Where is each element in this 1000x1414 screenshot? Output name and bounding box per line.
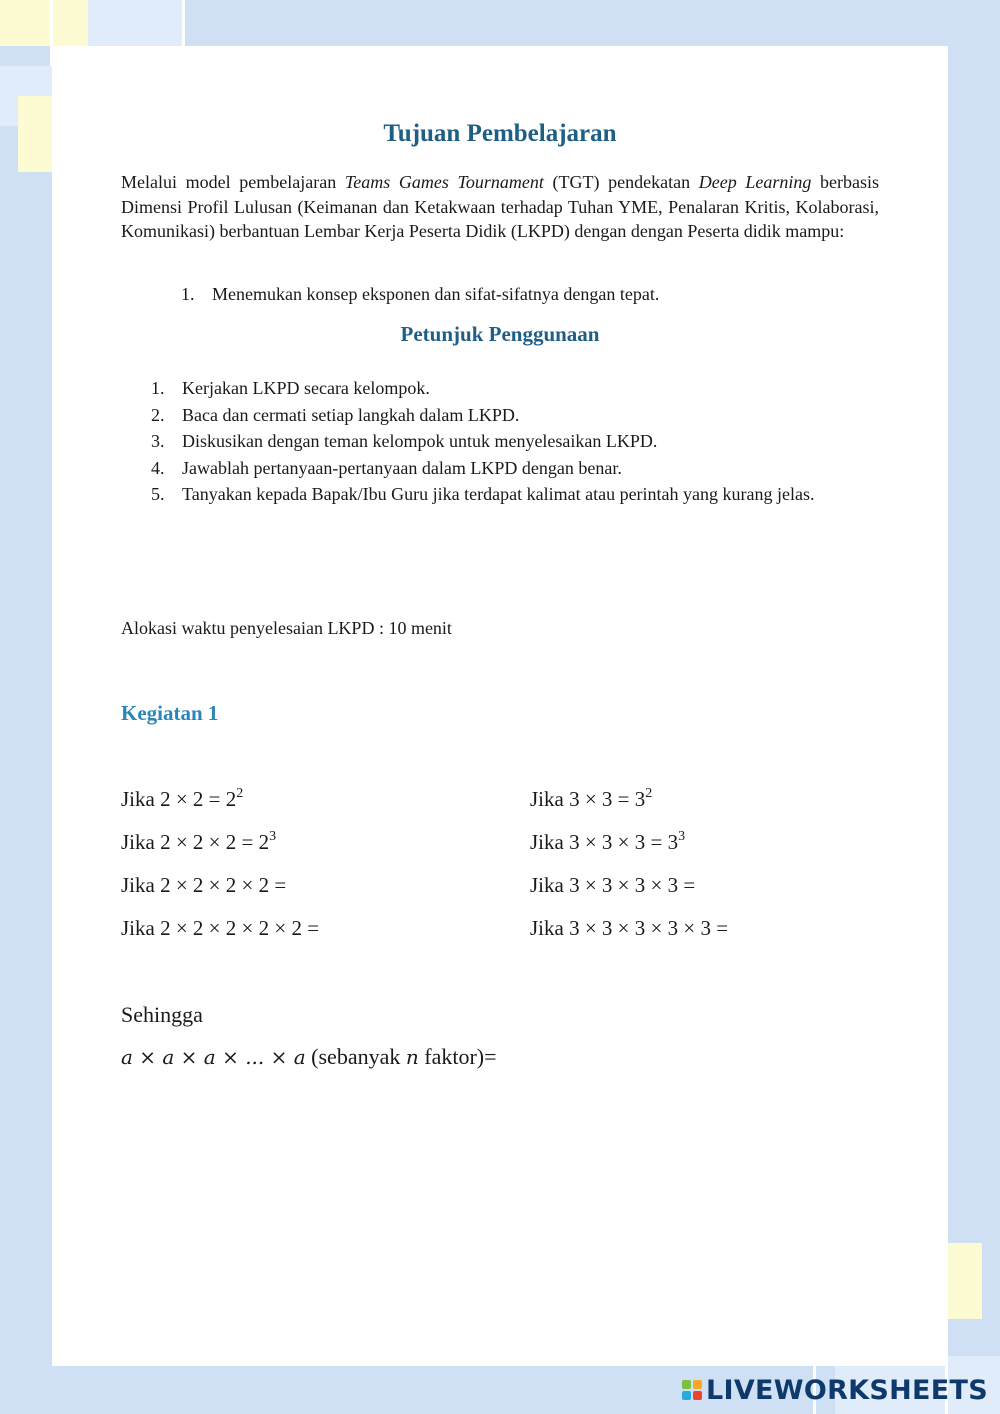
step-number: 5. [151, 484, 165, 504]
math-right-row-1 [530, 787, 652, 812]
math-left-row-4 [121, 916, 319, 941]
math-exponent: 2 [645, 786, 653, 801]
step-number: 4. [151, 457, 165, 478]
step-text: Kerjakan LKPD secara kelompok. [182, 378, 430, 398]
general-paren-open: (sebanyak [305, 1044, 406, 1069]
step-number: 1. [151, 378, 165, 398]
general-expression: a × a × a × ... × a [121, 1045, 306, 1069]
math-expression: Jika 3 × 3 × 3 × 3 × 3 = [530, 916, 729, 940]
math-left-row-2 [121, 830, 276, 855]
intro-paragraph [121, 170, 879, 244]
list-item [151, 455, 815, 482]
list-item [151, 402, 815, 429]
math-expression: Jika 3 × 3 = 3 [530, 787, 646, 811]
page-title: Tujuan Pembelajaran [383, 120, 617, 147]
intro-text-1: Melalui model pembelajaran [121, 172, 345, 192]
conclusion-label: Sehingga [121, 1002, 203, 1027]
goal-text: Menemukan konsep eksponen dan sifat-sifatnya dengan tepat. [212, 284, 660, 304]
usage-title: Petunjuk Penggunaan [400, 322, 600, 346]
step-text: Tanyakan kepada Bapak/Ibu Guru jika terdapat kalimat atau perintah yang kurang jelas. [182, 484, 815, 504]
intro-text-2: (TGT) pendekatan [543, 172, 699, 192]
goal-list [181, 284, 659, 305]
brand-name: LIVEWORKSHEETS [705, 1374, 988, 1406]
step-text: Diskusikan dengan teman kelompok untuk menyelesaikan LKPD. [182, 431, 658, 451]
list-item [151, 481, 815, 508]
activity-title: Kegiatan 1 [121, 701, 219, 725]
step-number: 3. [151, 431, 165, 451]
intro-approach-name: Deep Learning [698, 172, 812, 192]
liveworksheets-logo [682, 1372, 988, 1408]
usage-steps-list [151, 375, 815, 508]
math-exponent: 3 [269, 829, 277, 844]
math-expression: Jika 2 × 2 × 2 = 2 [121, 830, 270, 854]
step-number: 2. [151, 404, 165, 425]
math-expression: Jika 3 × 3 × 3 × 3 = [530, 873, 696, 897]
math-expression: Jika 2 × 2 × 2 × 2 × 2 = [121, 916, 320, 940]
math-expression: Jika 2 × 2 × 2 × 2 = [121, 873, 287, 897]
time-allocation: Alokasi waktu penyelesaian LKPD : 10 menit [121, 618, 452, 638]
general-variable-n: n [405, 1045, 419, 1069]
intro-text-3: berbasis Dimensi Profil Lulusan (Keimanan dan Ketakwaan terhadap Tuhan YME, Penalaran Kritis, Kolaborasi, Komunikasi) berbantuan Lembar Kerja Peserta Didik (LKPD) dengan dengan Peserta didik mampu: [121, 172, 880, 241]
general-formula [121, 1044, 497, 1070]
general-paren-close: faktor)= [418, 1044, 497, 1069]
math-right-row-2 [530, 830, 685, 855]
math-exponent: 2 [236, 786, 244, 801]
step-text: Jawablah pertanyaan-pertanyaan dalam LKPD dengan benar. [182, 457, 622, 478]
goal-item [181, 284, 659, 305]
step-text: Baca dan cermati setiap langkah dalam LKPD. [182, 404, 520, 425]
list-item [151, 375, 815, 402]
intro-model-name: Teams Games Tournament [344, 172, 544, 192]
math-expression: Jika 3 × 3 × 3 = 3 [530, 830, 679, 854]
worksheet-page [52, 46, 948, 1366]
math-expression: Jika 2 × 2 = 2 [121, 787, 237, 811]
list-item [151, 428, 815, 455]
math-left-row-3 [121, 873, 286, 898]
liveworksheets-icon [682, 1380, 702, 1400]
math-right-row-3 [530, 873, 695, 898]
math-left-row-1 [121, 787, 243, 812]
math-right-row-4 [530, 916, 728, 941]
goal-number: 1. [181, 284, 195, 304]
math-exponent: 3 [678, 829, 686, 844]
